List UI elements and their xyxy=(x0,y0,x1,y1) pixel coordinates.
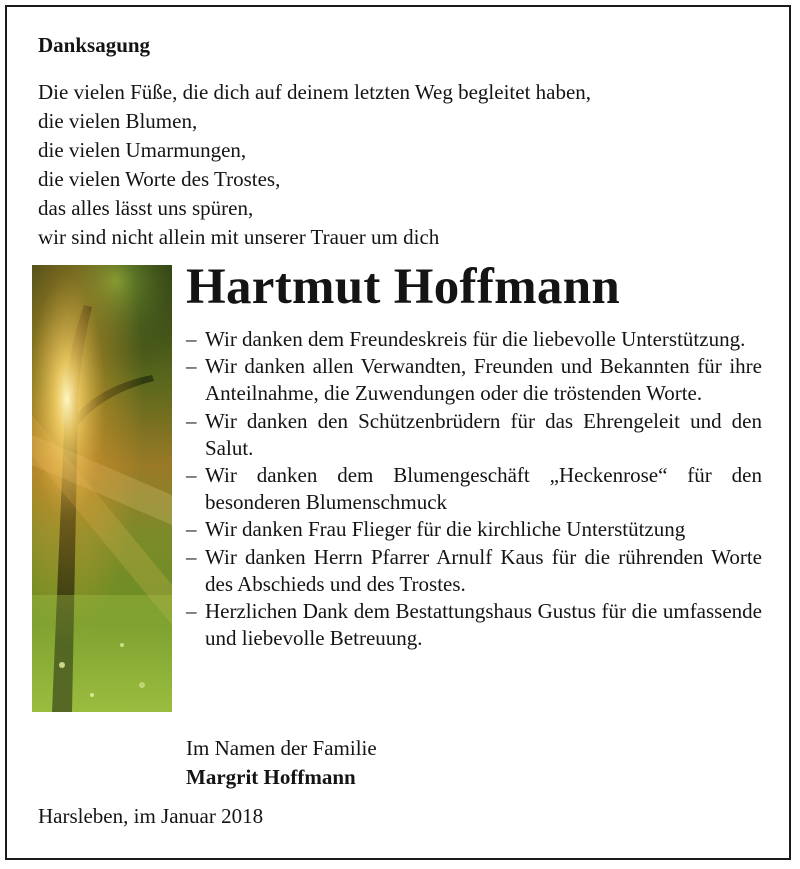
poem-line: die vielen Umarmungen, xyxy=(38,138,247,162)
list-dash: – xyxy=(186,599,197,624)
poem-line: die vielen Worte des Trostes, xyxy=(38,167,281,191)
list-item xyxy=(186,326,762,353)
list-item xyxy=(186,598,762,652)
deceased-name: Hartmut Hoffmann xyxy=(186,259,621,315)
thanks-text: Wir danken den Schützenbrüdern für das Ehrengeleit und den Salut. xyxy=(205,408,762,460)
poem-line: wir sind nicht allein mit unserer Trauer um dich xyxy=(38,225,440,249)
list-item xyxy=(186,516,762,543)
signature-intro: Im Namen der Familie xyxy=(186,736,377,760)
poem-line: das alles lässt uns spüren, xyxy=(38,196,254,220)
list-item xyxy=(186,408,762,462)
list-item xyxy=(186,544,762,598)
list-dash: – xyxy=(186,517,197,542)
thanks-text: Wir danken Frau Flieger für die kirchliche Unterstützung xyxy=(205,517,686,542)
thanks-text: Herzlichen Dank dem Bestattungshaus Gustus für die umfassende und liebevolle Betreuung. xyxy=(205,599,762,651)
thanks-text: Wir danken dem Blumengeschäft „Heckenrose“ für den besonderen Blumenschmuck xyxy=(205,463,762,515)
list-dash: – xyxy=(186,463,197,488)
list-dash: – xyxy=(186,327,197,351)
poem-line: die vielen Blumen, xyxy=(38,109,198,133)
poem-line: Die vielen Füße, die dich auf deinem letzten Weg begleitet haben, xyxy=(38,80,592,104)
thanks-text: Wir danken dem Freundeskreis für die liebevolle Unterstützung. xyxy=(205,327,746,351)
place-date: Harsleben, im Januar 2018 xyxy=(38,804,264,828)
thanks-text: Wir danken Herrn Pfarrer Arnulf Kaus für die rührenden Worte des Abschieds und des Trostes. xyxy=(205,544,762,596)
sunlit-tree-photo xyxy=(32,265,172,712)
list-item xyxy=(186,462,762,516)
thanks-list xyxy=(186,326,762,652)
poem xyxy=(38,78,591,252)
list-dash: – xyxy=(186,354,197,379)
signature-block xyxy=(186,734,377,792)
list-dash: – xyxy=(186,544,197,569)
list-dash: – xyxy=(186,408,197,433)
signature-name: Margrit Hoffmann xyxy=(186,765,356,789)
thanks-text: Wir danken allen Verwandten, Freunden und Bekannten für ihre Anteilnahme, die Zuwendungen oder die tröstenden Worte. xyxy=(205,354,762,406)
list-item xyxy=(186,353,762,407)
notice-heading: Danksagung xyxy=(38,33,151,57)
